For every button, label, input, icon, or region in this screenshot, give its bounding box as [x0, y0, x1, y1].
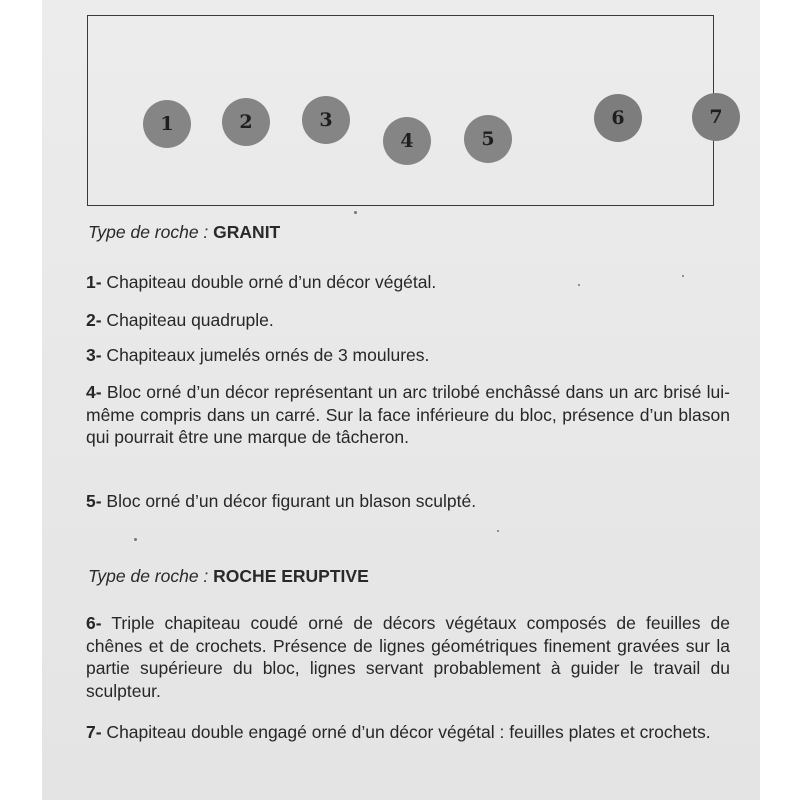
item-text: Triple chapiteau coudé orné de décors végétaux composés de feuilles de chênes et de crochets. Présence de lignes géométriques finement gravées sur la partie supérieure du bloc, lignes servant probablement à guider le travail du sculpteur. [86, 613, 730, 701]
stone-marker-2: 2 [222, 98, 270, 146]
description-item-7 [86, 721, 730, 744]
item-number: 6- [86, 613, 102, 633]
description-item-5 [86, 490, 730, 513]
information-panel [42, 0, 760, 800]
description-item-6 [86, 612, 730, 702]
item-number: 5- [86, 491, 102, 511]
rock-type-eruptive [88, 566, 369, 587]
item-text: Bloc orné d’un décor figurant un blason sculpté. [101, 491, 477, 511]
rock-type-value: ROCHE ERUPTIVE [213, 566, 369, 586]
item-number: 2- [86, 310, 102, 330]
surface-speck [354, 211, 357, 214]
stone-marker-5: 5 [464, 115, 512, 163]
item-number: 1- [86, 272, 102, 292]
rock-type-granit [88, 222, 280, 243]
item-number: 4- [86, 382, 102, 402]
description-item-4 [86, 381, 730, 449]
stone-layout-diagram [87, 15, 723, 206]
item-text: Chapiteau double engagé orné d’un décor végétal : feuilles plates et crochets. [101, 722, 711, 742]
rock-type-label: Type de roche : [88, 566, 209, 586]
stone-marker-4: 4 [383, 117, 431, 165]
item-text: Bloc orné d’un décor représentant un arc trilobé enchâssé dans un arc brisé lui-même compris dans un carré. Sur la face inférieure du bloc, présence d’un blason qui pourrait être une marque de tâcheron. [86, 382, 730, 447]
surface-speck [497, 530, 499, 532]
item-text: Chapiteau double orné d’un décor végétal. [101, 272, 437, 292]
stone-marker-3: 3 [302, 96, 350, 144]
description-item-3 [86, 344, 730, 367]
stone-marker-6: 6 [594, 94, 642, 142]
item-number: 7- [86, 722, 102, 742]
stone-marker-7: 7 [692, 93, 740, 141]
item-text: Chapiteaux jumelés ornés de 3 moulures. [101, 345, 430, 365]
stone-marker-1: 1 [143, 100, 191, 148]
item-text: Chapiteau quadruple. [101, 310, 274, 330]
description-item-1 [86, 271, 730, 294]
surface-speck [578, 284, 580, 286]
surface-speck [134, 538, 137, 541]
rock-type-label: Type de roche : [88, 222, 209, 242]
description-item-2 [86, 309, 730, 332]
surface-speck [682, 275, 684, 277]
rock-type-value: GRANIT [213, 222, 281, 242]
item-number: 3- [86, 345, 102, 365]
